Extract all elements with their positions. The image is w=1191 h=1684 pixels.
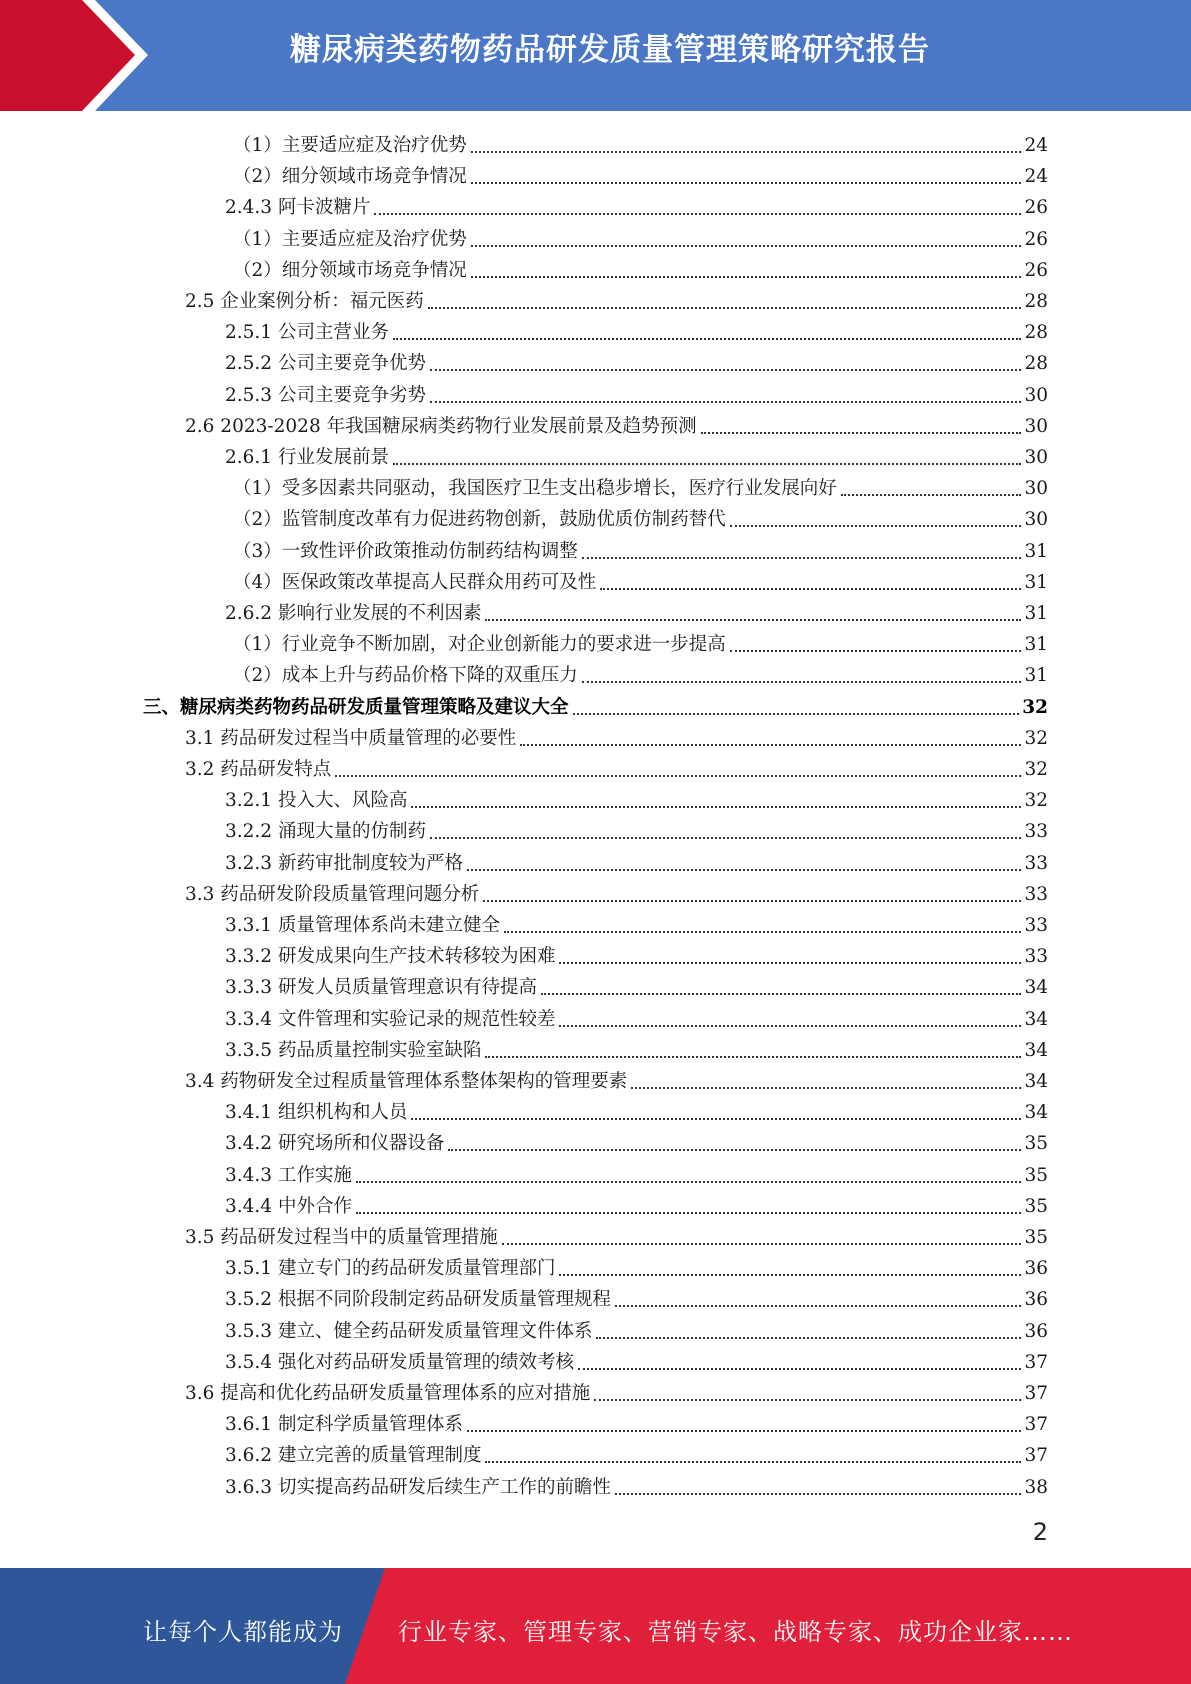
toc-entry[interactable] <box>225 1406 1048 1437</box>
toc-entry[interactable] <box>225 1094 1048 1125</box>
toc-dot-leader <box>374 213 1021 215</box>
toc-entry-page: 31 <box>1024 541 1048 562</box>
toc-dot-leader <box>596 1337 1021 1339</box>
toc-entry-label: 3.3.4 文件管理和实验记录的规范性较差 <box>225 1009 556 1030</box>
toc-entry[interactable] <box>225 377 1048 408</box>
toc-dot-leader <box>485 619 1021 621</box>
toc-entry-page: 34 <box>1024 1040 1048 1061</box>
toc-entry-page: 31 <box>1024 603 1048 624</box>
toc-entry-page: 33 <box>1024 946 1048 967</box>
toc-entry-page: 26 <box>1024 260 1048 281</box>
toc-entry-page: 28 <box>1024 291 1048 312</box>
toc-entry-page: 31 <box>1024 665 1048 686</box>
toc-entry[interactable] <box>233 470 1048 501</box>
toc-entry-page: 35 <box>1024 1133 1048 1154</box>
toc-entry[interactable] <box>225 439 1048 470</box>
toc-entry[interactable] <box>233 252 1048 283</box>
toc-dot-leader <box>559 1025 1021 1027</box>
toc-entry-page: 34 <box>1024 977 1048 998</box>
toc-entry-page: 30 <box>1024 478 1048 499</box>
toc-entry-label: 3.5.3 建立、健全药品研发质量管理文件体系 <box>225 1321 593 1342</box>
toc-entry[interactable] <box>233 657 1048 688</box>
toc-entry-label: 3.2 药品研发特点 <box>185 759 332 780</box>
toc-dot-leader <box>594 1399 1021 1401</box>
toc-entry-label: 2.5 企业案例分析：福元医药 <box>185 291 424 312</box>
toc-entry[interactable] <box>185 283 1048 314</box>
toc-entry-label: 2.5.1 公司主营业务 <box>225 322 389 343</box>
toc-dot-leader <box>467 1430 1021 1432</box>
toc-entry-page: 24 <box>1024 166 1048 187</box>
toc-entry[interactable] <box>233 533 1048 564</box>
toc-entry-label: 3.2.2 涌现大量的仿制药 <box>225 821 426 842</box>
toc-entry[interactable] <box>225 1281 1048 1312</box>
toc-dot-leader <box>730 650 1022 652</box>
toc-entry-label: 3.2.3 新药审批制度较为严格 <box>225 853 463 874</box>
toc-entry-label: 2.5.2 公司主要竞争优势 <box>225 353 426 374</box>
toc-entry-label: 3.3.2 研发成果向生产技术转移较为困难 <box>225 946 556 967</box>
toc-entry[interactable] <box>225 189 1048 220</box>
toc-entry[interactable] <box>225 907 1048 938</box>
toc-dot-leader <box>615 1305 1021 1307</box>
toc-entry[interactable] <box>225 314 1048 345</box>
toc-entry-label: 3.6.3 切实提高药品研发后续生产工作的前瞻性 <box>225 1477 611 1498</box>
toc-entry-label: 3.6.2 建立完善的质量管理制度 <box>225 1445 482 1466</box>
toc-entry[interactable] <box>225 1250 1048 1281</box>
toc-entry[interactable] <box>225 1437 1048 1468</box>
toc-entry-label: （1）受多因素共同驱动，我国医疗卫生支出稳步增长，医疗行业发展向好 <box>233 478 837 499</box>
toc-entry[interactable] <box>225 782 1048 813</box>
toc-dot-leader <box>483 900 1021 902</box>
toc-dot-leader <box>502 1243 1022 1245</box>
footer-slogan-right: 行业专家、管理专家、营销专家、战略专家、成功企业家…… <box>398 1618 1073 1646</box>
toc-dot-leader <box>411 1118 1021 1120</box>
toc-entry-label: 三、糖尿病类药物药品研发质量管理策略及建议大全 <box>143 697 569 718</box>
toc-dot-leader <box>430 369 1021 371</box>
toc-dot-leader <box>559 962 1021 964</box>
toc-entry-label: （2）成本上升与药品价格下降的双重压力 <box>233 665 578 686</box>
toc-dot-leader <box>485 1461 1021 1463</box>
toc-entry-page: 34 <box>1024 1071 1048 1092</box>
toc-entry-label: （2）细分领域市场竞争情况 <box>233 260 467 281</box>
toc-entry[interactable] <box>185 1063 1048 1094</box>
toc-entry-label: 3.3.3 研发人员质量管理意识有待提高 <box>225 977 537 998</box>
footer-banner <box>0 1568 1191 1684</box>
toc-entry-label: （3）一致性评价政策推动仿制药结构调整 <box>233 541 578 562</box>
toc-entry-label: （1）主要适应症及治疗优势 <box>233 135 467 156</box>
toc-entry-page: 35 <box>1024 1196 1048 1217</box>
toc-entry-page: 32 <box>1024 728 1048 749</box>
toc-entry[interactable] <box>225 1125 1048 1156</box>
page-number: 2 <box>1032 1518 1048 1546</box>
footer-slogan-left: 让每个人都能成为 <box>143 1618 343 1646</box>
toc-dot-leader <box>582 681 1022 683</box>
toc-entry-page: 30 <box>1024 416 1048 437</box>
toc-entry[interactable] <box>185 720 1048 751</box>
toc-entry[interactable] <box>225 938 1048 969</box>
toc-entry[interactable] <box>225 1032 1048 1063</box>
toc-dot-leader <box>578 1368 1021 1370</box>
report-header <box>0 0 1191 111</box>
toc-entry-label: （2）细分领域市场竞争情况 <box>233 166 467 187</box>
toc-dot-leader <box>471 276 1022 278</box>
toc-entry-label: 3.5.4 强化对药品研发质量管理的绩效考核 <box>225 1352 574 1373</box>
toc-dot-leader <box>520 744 1021 746</box>
toc-dot-leader <box>335 775 1021 777</box>
toc-entry[interactable] <box>233 158 1048 189</box>
toc-entry-page: 37 <box>1024 1383 1048 1404</box>
toc-dot-leader <box>471 182 1022 184</box>
toc-entry[interactable] <box>225 1469 1048 1500</box>
toc-dot-leader <box>573 713 1020 715</box>
toc-entry[interactable] <box>233 501 1048 532</box>
toc-entry[interactable] <box>225 1001 1048 1032</box>
toc-entry-label: 3.4 药物研发全过程质量管理体系整体架构的管理要素 <box>185 1071 628 1092</box>
toc-dot-leader <box>430 837 1021 839</box>
toc-dot-leader <box>504 931 1021 933</box>
toc-entry-label: 3.4.2 研究场所和仪器设备 <box>225 1133 445 1154</box>
toc-entry[interactable] <box>185 1219 1048 1250</box>
toc-entry-page: 31 <box>1024 572 1048 593</box>
toc-entry-page: 28 <box>1024 322 1048 343</box>
toc-dot-leader <box>582 557 1022 559</box>
toc-entry-page: 35 <box>1024 1227 1048 1248</box>
toc-dot-leader <box>841 494 1022 496</box>
toc-dot-leader <box>631 1087 1021 1089</box>
toc-entry-page: 35 <box>1024 1165 1048 1186</box>
toc-dot-leader <box>730 525 1022 527</box>
toc-entry[interactable] <box>143 689 1048 720</box>
report-title: 糖尿病类药物药品研发质量管理策略研究报告 <box>290 32 930 68</box>
toc-entry[interactable] <box>225 595 1048 626</box>
toc-entry[interactable] <box>225 845 1048 876</box>
toc-entry-page: 34 <box>1024 1009 1048 1030</box>
toc-entry-page: 38 <box>1024 1477 1048 1498</box>
toc-entry-label: 2.4.3 阿卡波糖片 <box>225 197 371 218</box>
toc-entry[interactable] <box>185 1375 1048 1406</box>
toc-entry-page: 33 <box>1024 821 1048 842</box>
toc-entry-page: 24 <box>1024 135 1048 156</box>
toc-entry[interactable] <box>185 408 1048 439</box>
toc-entry[interactable] <box>225 969 1048 1000</box>
toc-entry-page: 28 <box>1024 353 1048 374</box>
toc-entry-label: 3.4.1 组织机构和人员 <box>225 1102 408 1123</box>
toc-dot-leader <box>356 1181 1022 1183</box>
toc-entry[interactable] <box>225 1188 1048 1219</box>
toc-dot-leader <box>467 869 1021 871</box>
toc-entry-label: 2.6 2023-2028 年我国糖尿病类药物行业发展前景及趋势预测 <box>185 416 697 437</box>
toc-entry-label: 3.5.1 建立专门的药品研发质量管理部门 <box>225 1258 556 1279</box>
toc-entry-label: （1）主要适应症及治疗优势 <box>233 229 467 250</box>
toc-entry[interactable] <box>185 876 1048 907</box>
toc-dot-leader <box>393 338 1021 340</box>
toc-dot-leader <box>541 993 1021 995</box>
toc-entry-page: 37 <box>1024 1352 1048 1373</box>
toc-entry-page: 33 <box>1024 853 1048 874</box>
toc-entry-label: 2.6.1 行业发展前景 <box>225 447 389 468</box>
toc-dot-leader <box>356 1212 1022 1214</box>
toc-entry-label: 3.6 提高和优化药品研发质量管理体系的应对措施 <box>185 1383 591 1404</box>
toc-entry[interactable] <box>225 1313 1048 1344</box>
toc-dot-leader <box>448 1149 1021 1151</box>
toc-entry-page: 30 <box>1024 509 1048 530</box>
toc-entry-label: 3.3.5 药品质量控制实验室缺陷 <box>225 1040 482 1061</box>
toc-entry-label: （1）行业竞争不断加剧，对企业创新能力的要求进一步提高 <box>233 634 726 655</box>
toc-entry-page: 33 <box>1024 884 1048 905</box>
toc-entry-page: 32 <box>1022 697 1048 718</box>
toc-entry-page: 37 <box>1024 1414 1048 1435</box>
toc-entry[interactable] <box>225 1344 1048 1375</box>
toc-dot-leader <box>615 1493 1021 1495</box>
toc-entry[interactable] <box>185 751 1048 782</box>
toc-dot-leader <box>701 432 1022 434</box>
toc-dot-leader <box>428 307 1022 309</box>
toc-entry-label: 3.4.3 工作实施 <box>225 1165 352 1186</box>
toc-dot-leader <box>411 806 1021 808</box>
toc-entry-label: 3.5 药品研发过程当中的质量管理措施 <box>185 1227 498 1248</box>
toc-entry-label: 3.3 药品研发阶段质量管理问题分析 <box>185 884 480 905</box>
toc-entry-label: （4）医保政策改革提高人民群众用药可及性 <box>233 572 597 593</box>
toc-entry-label: 2.5.3 公司主要竞争劣势 <box>225 385 426 406</box>
toc-entry-label: 3.1 药品研发过程当中质量管理的必要性 <box>185 728 517 749</box>
toc-entry-label: （2）监管制度改革有力促进药物创新，鼓励优质仿制药替代 <box>233 509 726 530</box>
toc-entry-page: 32 <box>1024 759 1048 780</box>
toc-entry[interactable] <box>233 564 1048 595</box>
toc-entry-label: 3.3.1 质量管理体系尚未建立健全 <box>225 915 500 936</box>
toc-entry-label: 3.5.2 根据不同阶段制定药品研发质量管理规程 <box>225 1289 611 1310</box>
toc-dot-leader <box>559 1274 1021 1276</box>
toc-entry[interactable] <box>225 1157 1048 1188</box>
toc-dot-leader <box>471 245 1022 247</box>
toc-entry-page: 30 <box>1024 447 1048 468</box>
toc-entry-page: 32 <box>1024 790 1048 811</box>
toc-entry[interactable] <box>233 626 1048 657</box>
toc-entry-page: 26 <box>1024 197 1048 218</box>
toc-entry-page: 33 <box>1024 915 1048 936</box>
toc-entry-page: 26 <box>1024 229 1048 250</box>
toc-dot-leader <box>393 463 1021 465</box>
toc-entry-page: 31 <box>1024 634 1048 655</box>
toc-entry[interactable] <box>225 813 1048 844</box>
toc-entry-page: 36 <box>1024 1258 1048 1279</box>
toc-entry-label: 3.4.4 中外合作 <box>225 1196 352 1217</box>
toc-entry-page: 36 <box>1024 1289 1048 1310</box>
toc-entry[interactable] <box>225 345 1048 376</box>
toc-entry-page: 34 <box>1024 1102 1048 1123</box>
toc-entry-page: 36 <box>1024 1321 1048 1342</box>
toc-dot-leader <box>430 401 1021 403</box>
toc-dot-leader <box>485 1056 1021 1058</box>
toc-entry-label: 2.6.2 影响行业发展的不利因素 <box>225 603 482 624</box>
toc-entry-label: 3.6.1 制定科学质量管理体系 <box>225 1414 463 1435</box>
toc-dot-leader <box>471 151 1022 153</box>
toc-entry-page: 30 <box>1024 385 1048 406</box>
toc-entry[interactable] <box>233 221 1048 252</box>
toc-dot-leader <box>600 588 1021 590</box>
toc-entry[interactable] <box>233 127 1048 158</box>
toc-entry-page: 37 <box>1024 1445 1048 1466</box>
toc-entry-label: 3.2.1 投入大、风险高 <box>225 790 408 811</box>
